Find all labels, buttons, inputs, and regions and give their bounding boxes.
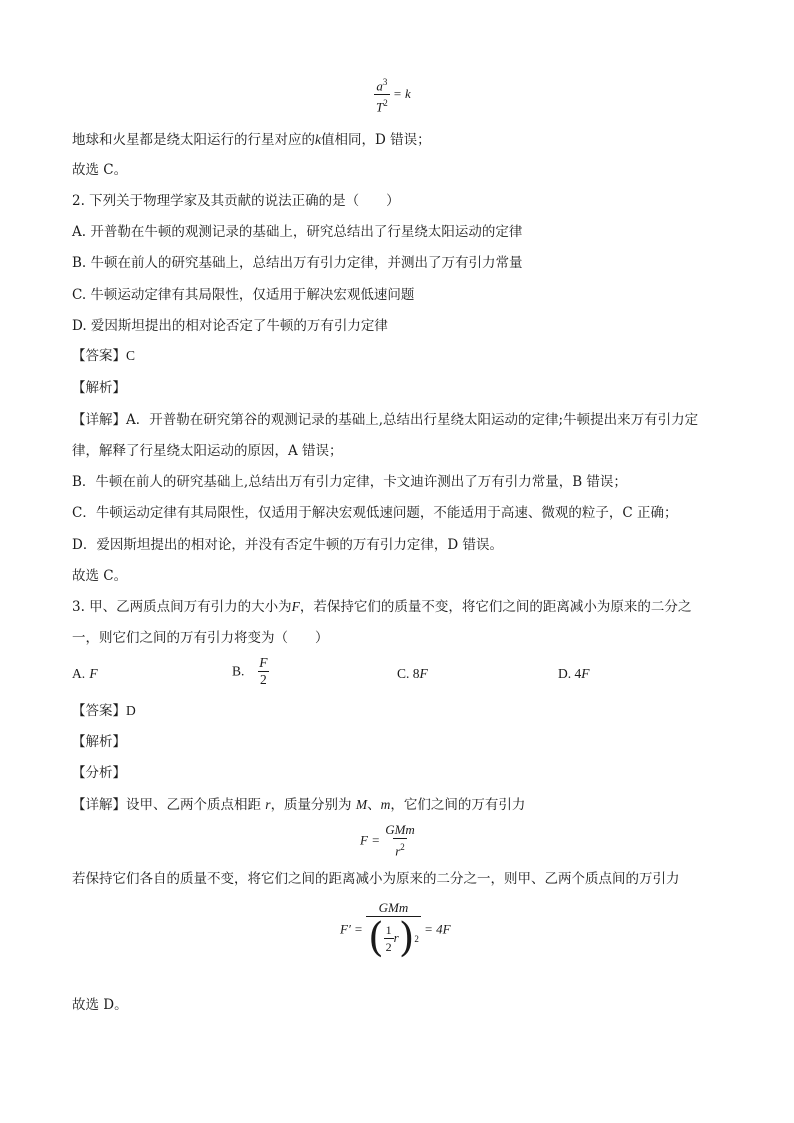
q3-opt-a-label: A. [72,666,86,681]
q2-detail-3: B．牛顿在前人的研究基础上,总结出万有引力定律，卡文迪许测出了万有引力常量，B 错误； [72,474,627,490]
q2-option-d: D. 爱因斯坦提出的相对论否定了牛顿的万有引力定律 [72,318,388,334]
q3-opt-b-label: B. [232,663,245,679]
eq2-half-fraction [384,922,394,955]
q2-answer [72,346,135,366]
q3-detail-post: ，它们之间的万有引力 [390,797,526,813]
eq-a: a [376,78,383,94]
q2-answer-value: C [126,348,136,363]
q2-option-c: C. 牛顿运动定律有其局限性，仅适用于解决宏观低速问题 [72,287,415,303]
line1-k: k [315,132,321,147]
eq1-num: GMm [385,822,415,837]
eq2-lhs: F′ = [340,921,363,937]
q3-option-c [397,664,428,684]
q2-detail-2: 律，解释了行星绕太阳运动的原因，A 错误； [72,443,343,459]
q3-opt-b-den: 2 [260,672,267,687]
eq2-right-paren: ) [398,915,415,961]
q3-detail-r: r [265,797,271,812]
eq1-den: r [395,843,401,859]
line1-post: 值相同，D 错误； [321,132,431,148]
q3-detail-pre: 【详解】设甲、乙两个质点相距 [72,797,261,813]
q2-answer-tag: 【答案】 [72,348,126,364]
eq2-fraction [366,900,421,959]
q3-detail-m: m [380,797,391,812]
q3-answer-value: D [126,703,136,718]
q3-analysis-tag: 【解析】 [72,734,126,750]
q3-fenxi-tag: 【分析】 [72,765,126,781]
gravity-equation-halved [340,900,451,959]
q2-detail-5: D．爱因斯坦提出的相对论，并没有否定牛顿的万有引力定律，D 错误。 [72,537,503,553]
q3-detail-sep: 、 [367,797,381,813]
eq-a-exp: 3 [382,77,388,87]
q3-stem-1b: ，若保持它们的质量不变，将它们之间的距离减小为原来的二分之 [299,599,692,615]
q3-detail-mid: ，质量分别为 [270,797,352,813]
q2-conclusion: 故选 C。 [72,568,128,584]
kepler-fraction [374,74,390,116]
q3-stem-F: F [291,599,300,614]
q3-option-a [72,664,98,684]
eq-rhs: = k [392,85,411,101]
q3-stem-line2: 一，则它们之间的万有引力将变为（ ） [72,630,329,646]
q3-conclusion: 故选 D。 [72,997,128,1013]
eq2-denominator [366,916,421,959]
q3-answer-tag: 【答案】 [72,703,126,719]
q3-opt-c-label: C. 8 [397,666,420,681]
q3-mid-text: 若保持它们各自的质量不变，将它们之间的距离减小为原来的二分之一，则甲、乙两个质点间的万引力 [72,871,680,887]
q3-detail-M: M [355,797,368,812]
q3-opt-d-label: D. 4 [558,666,582,681]
conclusion-q1: 故选 C。 [72,162,128,178]
eq2-exp: 2 [414,934,419,944]
q3-detail-line [72,795,525,815]
line1-pre: 地球和火星都是绕太阳运行的行星对应的 [72,132,315,148]
q3-opt-c-val: F [419,666,428,681]
kepler-equation [374,74,411,116]
q3-opt-a-val: F [89,666,98,681]
eq2-half-num: 1 [385,922,392,937]
eq-t: T [376,99,384,115]
eq1-lhs: F = [360,832,380,848]
q3-option-d [558,664,590,684]
q2-option-a: A. 开普勒在牛顿的观测记录的基础上，研究总结出了行星绕太阳运动的定律 [72,224,523,240]
q3-opt-b-num: F [259,655,268,670]
q2-stem: 2. 下列关于物理学家及其贡献的说法正确的是（ ） [72,193,400,209]
q2-detail-1: 【详解】A．开普勒在研究第谷的观测记录的基础上,总结出行星绕太阳运动的定律;牛顿提出来万有引力定 [72,412,699,428]
q2-option-b: B. 牛顿在前人的研究基础上，总结出万有引力定律，并测出了万有引力常量 [72,255,523,271]
text-line-k-value [72,130,431,150]
q3-option-b [232,655,270,688]
eq2-half-den: 2 [385,939,392,954]
eq1-fraction [383,822,417,859]
eq2-left-paren: ( [368,915,384,961]
q3-stem-1a: 3. 甲、乙两质点间万有引力的大小为 [72,599,292,615]
eq2-r: r [393,930,399,945]
q3-opt-b-fraction [257,655,269,688]
eq1-den-exp: 2 [400,842,405,852]
q2-analysis-tag: 【解析】 [72,380,126,396]
q2-detail-4: C．牛顿运动定律有其局限性，仅适用于解决宏观低速问题，不能适用于高速、微观的粒子，C 正确； [72,505,678,521]
eq-t-exp: 2 [383,98,388,109]
eq2-num: GMm [378,900,409,915]
gravity-equation [360,822,417,859]
q3-answer [72,701,136,721]
q3-stem-line1 [72,597,691,617]
eq2-rhs: = 4F [424,921,451,937]
q3-opt-d-val: F [581,666,590,681]
